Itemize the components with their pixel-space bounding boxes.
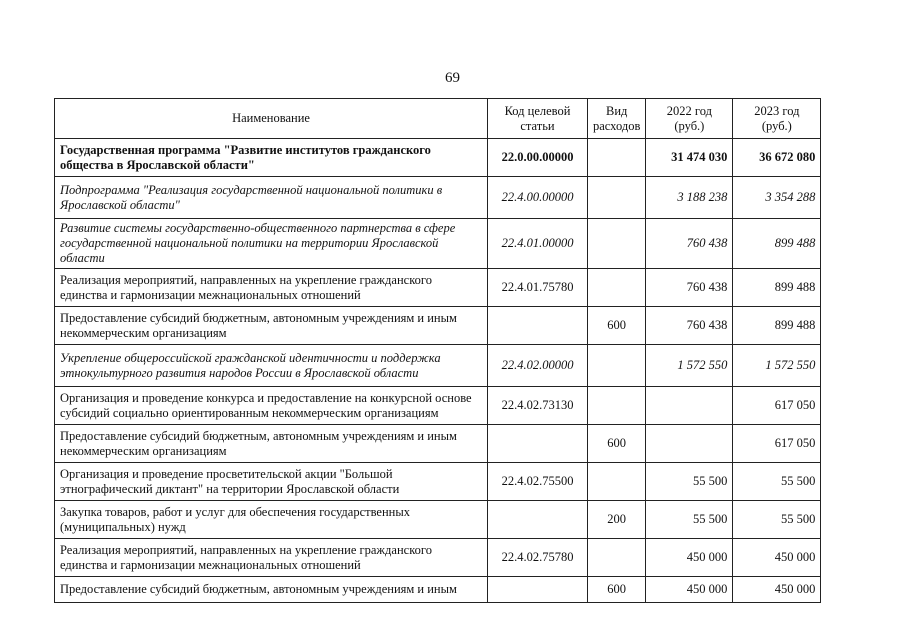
cell-name: Подпрограмма "Реализация государственной национальной политики в Ярославской области" bbox=[55, 177, 488, 219]
table-row bbox=[55, 177, 821, 219]
table-row bbox=[55, 269, 821, 307]
cell-code: 22.4.02.73130 bbox=[488, 387, 588, 425]
cell-2023: 450 000 bbox=[733, 577, 821, 603]
cell-2023: 899 488 bbox=[733, 307, 821, 345]
table-row bbox=[55, 501, 821, 539]
cell-2022: 3 188 238 bbox=[646, 177, 733, 219]
cell-2023: 899 488 bbox=[733, 269, 821, 307]
cell-code bbox=[488, 307, 588, 345]
cell-code: 22.4.02.75500 bbox=[488, 463, 588, 501]
cell-2022: 450 000 bbox=[646, 539, 733, 577]
cell-2022: 450 000 bbox=[646, 577, 733, 603]
cell-vid bbox=[588, 219, 646, 269]
header-2022: 2022 год (руб.) bbox=[646, 99, 733, 139]
cell-code: 22.4.01.00000 bbox=[488, 219, 588, 269]
cell-2023: 450 000 bbox=[733, 539, 821, 577]
cell-vid bbox=[588, 139, 646, 177]
table-row bbox=[55, 425, 821, 463]
cell-name: Укрепление общероссийской гражданской идентичности и поддержка этнокультурного развития народов России в Ярославской области bbox=[55, 345, 488, 387]
cell-vid bbox=[588, 463, 646, 501]
cell-name: Организация и проведение просветительской акции "Большой этнографический диктант" на территории Ярославской области bbox=[55, 463, 488, 501]
header-vid: Вид расходов bbox=[588, 99, 646, 139]
cell-code bbox=[488, 425, 588, 463]
table-row bbox=[55, 307, 821, 345]
cell-name: Реализация мероприятий, направленных на укрепление гражданского единства и гармонизации межнациональных отношений bbox=[55, 539, 488, 577]
cell-vid: 600 bbox=[588, 425, 646, 463]
cell-2022: 55 500 bbox=[646, 463, 733, 501]
header-name: Наименование bbox=[55, 99, 488, 139]
cell-name: Предоставление субсидий бюджетным, автономным учреждениям и иным некоммерческим организациям bbox=[55, 425, 488, 463]
cell-name: Реализация мероприятий, направленных на укрепление гражданского единства и гармонизации межнациональных отношений bbox=[55, 269, 488, 307]
cell-2022: 760 438 bbox=[646, 307, 733, 345]
cell-vid bbox=[588, 539, 646, 577]
header-2023: 2023 год (руб.) bbox=[733, 99, 821, 139]
cell-name: Государственная программа "Развитие институтов гражданского общества в Ярославской области" bbox=[55, 139, 488, 177]
header-code: Код целевой статьи bbox=[488, 99, 588, 139]
cell-code: 22.4.02.75780 bbox=[488, 539, 588, 577]
table-row bbox=[55, 139, 821, 177]
cell-2023: 55 500 bbox=[733, 463, 821, 501]
cell-2023: 617 050 bbox=[733, 387, 821, 425]
table-row bbox=[55, 219, 821, 269]
cell-code: 22.4.02.00000 bbox=[488, 345, 588, 387]
cell-2022: 760 438 bbox=[646, 269, 733, 307]
table-row bbox=[55, 463, 821, 501]
cell-vid bbox=[588, 269, 646, 307]
cell-code: 22.4.00.00000 bbox=[488, 177, 588, 219]
cell-code: 22.4.01.75780 bbox=[488, 269, 588, 307]
table-row bbox=[55, 539, 821, 577]
cell-name: Предоставление субсидий бюджетным, автономным учреждениям и иным некоммерческим организациям bbox=[55, 307, 488, 345]
cell-2022: 1 572 550 bbox=[646, 345, 733, 387]
cell-2023: 3 354 288 bbox=[733, 177, 821, 219]
cell-name: Закупка товаров, работ и услуг для обеспечения государственных (муниципальных) нужд bbox=[55, 501, 488, 539]
cell-2023: 1 572 550 bbox=[733, 345, 821, 387]
cell-2023: 55 500 bbox=[733, 501, 821, 539]
table-row bbox=[55, 577, 821, 603]
cell-vid bbox=[588, 177, 646, 219]
cell-code bbox=[488, 501, 588, 539]
cell-2022 bbox=[646, 425, 733, 463]
cell-vid bbox=[588, 387, 646, 425]
cell-vid: 600 bbox=[588, 307, 646, 345]
cell-2023: 899 488 bbox=[733, 219, 821, 269]
table-row bbox=[55, 345, 821, 387]
cell-2022: 55 500 bbox=[646, 501, 733, 539]
cell-vid bbox=[588, 345, 646, 387]
cell-2023: 36 672 080 bbox=[733, 139, 821, 177]
cell-vid: 200 bbox=[588, 501, 646, 539]
cell-2022 bbox=[646, 387, 733, 425]
page-number: 69 bbox=[445, 70, 460, 86]
cell-name: Организация и проведение конкурса и предоставление на конкурсной основе субсидий социально ориентированным некоммерческим организациям bbox=[55, 387, 488, 425]
cell-name: Предоставление субсидий бюджетным, автономным учреждениям и иным bbox=[55, 577, 488, 603]
table-header-row bbox=[55, 99, 821, 139]
budget-table bbox=[54, 98, 821, 603]
cell-2023: 617 050 bbox=[733, 425, 821, 463]
cell-vid: 600 bbox=[588, 577, 646, 603]
cell-name: Развитие системы государственно-общественного партнерства в сфере государственной национальной политики на территории Ярославской области bbox=[55, 219, 488, 269]
cell-2022: 31 474 030 bbox=[646, 139, 733, 177]
cell-code bbox=[488, 577, 588, 603]
cell-2022: 760 438 bbox=[646, 219, 733, 269]
cell-code: 22.0.00.00000 bbox=[488, 139, 588, 177]
table-row bbox=[55, 387, 821, 425]
